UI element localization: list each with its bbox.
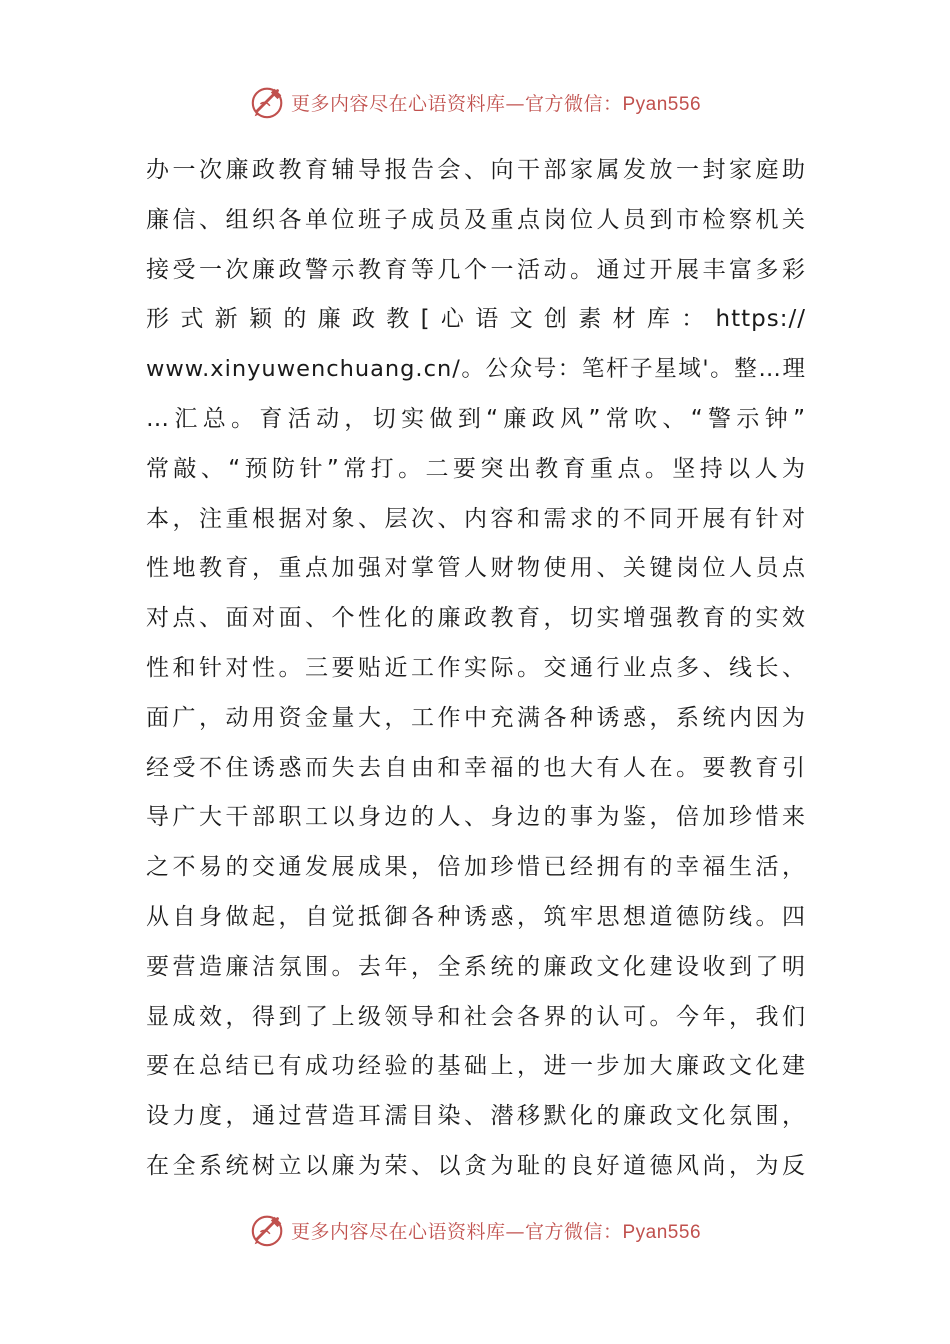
text-line: 在全系统树立以廉为荣、以贪为耻的良好道德风尚，为反	[146, 1152, 806, 1179]
text-line: 廉信、组织各单位班子成员及重点岗位人员到市检察机关	[146, 206, 806, 233]
text-line: 要营造廉洁氛围。去年，全系统的廉政文化建设收到了明	[146, 953, 806, 980]
text-line: www.xinyuwenchuang.cn/。公众号：笔杆子星域'。整…理	[146, 356, 806, 383]
text-line: 从自身做起，自觉抵御各种诱惑，筑牢思想道德防线。四	[146, 903, 806, 930]
pen-logo-icon	[249, 1211, 287, 1249]
header-banner-text: 更多内容尽在心语资料库—官方微信：Pyan556	[290, 92, 702, 115]
text-line: 办一次廉政教育辅导报告会、向干部家属发放一封家庭助	[146, 157, 806, 183]
text-line: 性和针对性。三要贴近工作实际。交通行业点多、线长、	[146, 654, 806, 681]
text-line: 要在总结已有成功经验的基础上，进一步加大廉政文化建	[146, 1053, 806, 1080]
text-line: 本，注重根据对象、层次、内容和需求的不同开展有针对	[146, 505, 806, 532]
text-line: 导广大干部职工以身边的人、身边的事为鉴，倍加珍惜来	[146, 804, 806, 831]
text-line: 经受不住诱惑而失去自由和幸福的也大有人在。要教育引	[146, 754, 806, 781]
text-line: 设力度，通过营造耳濡目染、潜移默化的廉政文化氛围，	[146, 1103, 806, 1130]
text-line: 对点、面对面、个性化的廉政教育，切实增强教育的实效	[146, 605, 806, 632]
header-banner	[0, 80, 950, 124]
text-line: 性地教育，重点加强对掌管人财物使用、关键岗位人员点	[146, 555, 806, 582]
text-line: 之不易的交通发展成果，倍加珍惜已经拥有的幸福生活，	[146, 854, 806, 881]
text-line: 常敲、“预防针”常打。二要突出教育重点。坚持以人为	[146, 455, 806, 482]
footer-banner	[0, 1208, 950, 1252]
footer-banner-handle: Pyan556	[622, 1221, 702, 1243]
pen-logo-icon	[249, 83, 287, 121]
footer-banner-text: 更多内容尽在心语资料库—官方微信：Pyan556	[290, 1220, 702, 1243]
header-banner-handle: Pyan556	[622, 93, 702, 115]
text-line: 形式新颖的廉政教[心语文创素材库：https://	[146, 306, 806, 333]
text-line: …汇总。育活动，切实做到“廉政风”常吹、“警示钟”	[146, 405, 806, 432]
text-line: 面广，动用资金量大，工作中充满各种诱惑，系统内因为	[146, 704, 806, 731]
body-text	[146, 146, 806, 1192]
text-line: 显成效，得到了上级领导和社会各界的认可。今年，我们	[146, 1003, 806, 1030]
header-banner-content	[249, 83, 701, 121]
text-line: 接受一次廉政警示教育等几个一活动。通过开展丰富多彩	[146, 256, 806, 283]
footer-banner-content	[249, 1211, 701, 1249]
